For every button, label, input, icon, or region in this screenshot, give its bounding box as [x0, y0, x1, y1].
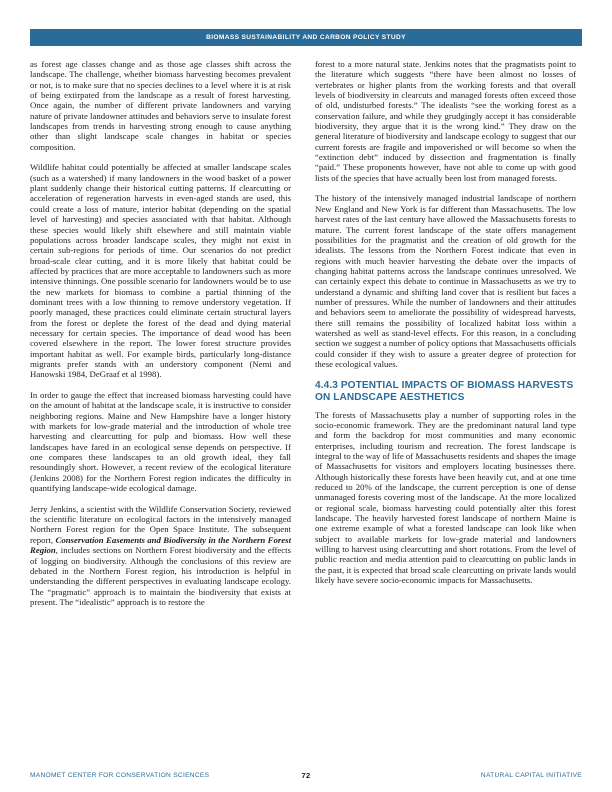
section-heading: 4.4.3 POTENTIAL IMPACTS OF BIOMASS HARVESTS ON LANDSCAPE AESTHETICS: [315, 379, 574, 403]
paragraph: Wildlife habitat could potentially be affected at smaller landscape scales (such as a watershed) if many landowners in the wood basket of a power plant suddenly change their historical cutting patterns. If clearcutting or acceleration of regeneration harvests in even-aged stands are used, this could create a loss of mature, interior habitat (depending on the spatial level of harvesting) and species associated with that habitat. Although these species would likely shift elsewhere and still maintain viable populations across broader landscape scales, they might not exist in certain sub-regions for periods of time. Our scenarios do not predict broad-scale clear cutting, and it is more likely that habitat could be affected by practices that are more acceptable to landowners such as more intensive thinnings. One possible scenario for landowners would be to use the new markets for biomass to combine a partial thinning of the dominant trees with a low thinning to remove understory vegetation. If poorly managed, these practices could eliminate certain structural layers from the forest or deplete the forest of the dead and dying material necessary for certain species. The importance of dead wood has been covered elsewhere in the report. The lower forest structure provides important habitat as well. For example birds, particularly long-distance migrants prefer stands with an understory component (Nemi and Hanowski 1984, DeGraaf et al 1998).: [30, 162, 291, 380]
right-column: [315, 59, 576, 586]
paragraph: In order to gauge the effect that increased biomass harvesting could have on the amount of habitat at the landscape scale, it is instructive to consider neighboring regions. Maine and New Hampshire have a longer history with markets for low-grade material and the introduction of whole tree harvesting and clearcutting for pulp and biomass. How well these landscapes have fared in an ecological sense depends on perspective. If one compares these landscapes to an old growth ideal, they fall resoundingly short. However, a recent review of the ecological literature (Jenkins 2008) for the Northern Forest region indicates the difficulty in quantifying landscape-wide ecological damage.: [30, 390, 291, 494]
paragraph: The history of the intensively managed industrial landscape of northern New England and New York is far different than Massachusetts. The low harvest rates of the last century have allowed the Massachusetts forests to mature. The current forest landscape of the state offers management possibilities for the pragmatist and the creation of old growth for the idealists. The lessons from the Northern Forest indicate that even in regions with much heavier harvesting the debate over the impacts of changing habitat patterns across the landscape continues unresolved. We can certainly expect this debate to continue in Massachusetts as we try to understand a dynamic and shifting land cover that is resilient but faces a number of pressures. While the number of landowners and their attitudes and behaviors seem to ameliorate the possibility of widespread harvests, there still remains the possibility of localized habitat loss within a watershed as well as stand-level effects. For this reason, in a concluding section we suggest a number of policy options that Massachusetts officials could consider if they wish to assure a greater degree of protection for these ecological values.: [315, 193, 576, 369]
paragraph-text: Jerry Jenkins, a scientist with the Wildlife Conservation Society, reviewed the scientific literature on ecological factors in the intensively managed Northern Forest region for the Open Space Institute. The subsequent report,: [30, 503, 291, 545]
running-header: BIOMASS SUSTAINABILITY AND CARBON POLICY STUDY: [30, 29, 582, 46]
report-title: Conservation Easements and Biodiversity in the Northern Forest Region: [30, 534, 291, 556]
paragraph: as forest age classes change and as those age classes shift across the landscape. The challenge, whether biomass harvesting becomes prevalent or not, is to make sure that no species declines to a level where it is at risk of being extirpated from the landscape as a result of forest harvesting. Once again, the number of different private landowners and varying nature of private landowner attitudes and behaviors serve to insulate forest landscapes from trends in harvesting strong enough to cause anything other than slight landscape scale changes in habitat or species composition.: [30, 59, 291, 152]
paragraph: The forests of Massachusetts play a number of supporting roles in the socio-economic framework. They are the predominant natural land type and form the backdrop for most communities and many economic enterprises, including tourism and recreation. The forest landscape is integral to the way of life of Massachusetts residents and shapes the image of Massachusetts for visitors and employers locating businesses there. Although historically these forests have been heavily cut, and at one time reduced to 20% of the landscape, the current perception is one of dense unmanaged forests covering most of the landscape. At the more localized or regional scale, biomass harvesting could potentially alter this forest landscape. The heavily harvested forest landscape of northern Maine is one extreme example of what a forested landscape can look like when subject to available markets for low-grade material and landowners willing to harvest using clearcutting and short rotations. From the level of public reaction and media attention paid to clearcutting on public lands in the past, it is expected that broad scale clearcutting on private lands would likely have severe socio-economic impacts for Massachusetts.: [315, 409, 576, 586]
left-column: [30, 59, 291, 607]
footer-organization: MANOMET CENTER FOR CONSERVATION SCIENCES: [30, 772, 210, 779]
paragraph: [30, 504, 291, 607]
paragraph: forest to a more natural state. Jenkins notes that the pragmatists point to the literature which suggests “there have been almost no losses of vertebrates or higher plants from the working forests and that overall levels of biodiversity in clearcuts and managed forests often exceed those of old, undisturbed forests.” The idealists “see the working forest as a conservation failure, and while they grudgingly accept it has considerable biodiversity, they argue that it is the wrong kind.” They draw on the general literature of biodiversity and landscape ecology to suggest that our current forests are fragile and impoverished or will become so when the “extinction debt” induced by dissection and fragmentation is finally “paid.” These proponents however, have not able to come up with good lists of the species that have actually been lost from managed forests.: [315, 59, 576, 183]
page-number: 72: [301, 771, 311, 780]
paragraph-text: , includes sections on Northern Forest biodiversity and the effects of logging on biodiversity. Although the conclusions of this review are debated in the Northern Forest region, his introduction is helpful in understanding the different perspectives in evaluating landscape ecology. The “pragmatic” approach is to maintain the biodiversity that exists at present. The “idealistic” approach is to restore the: [30, 545, 291, 607]
footer-initiative: NATURAL CAPITAL INITIATIVE: [480, 772, 582, 779]
